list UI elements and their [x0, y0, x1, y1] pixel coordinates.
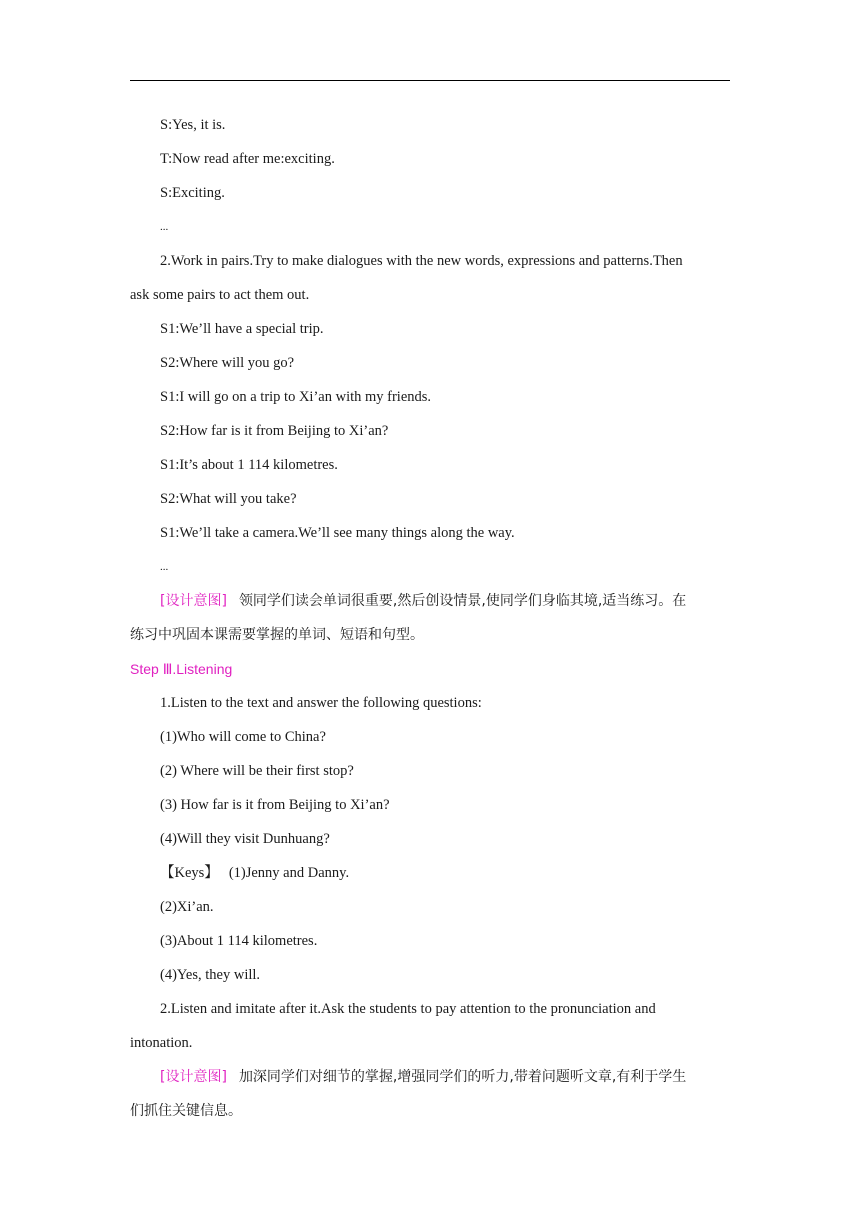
dialogue-line: S2:What will you take?: [160, 491, 297, 507]
design-intent-label: [设计意图]: [160, 1069, 227, 1085]
question: (1)Who will come to China?: [160, 729, 326, 745]
answer: (4)Yes, they will.: [160, 967, 261, 983]
dialogue-line: S1:It’s about 1 114 kilometres.: [160, 457, 338, 473]
ellipsis: ...: [160, 221, 169, 233]
design-intent-text: 领同学们读会单词很重要,然后创设情景,使同学们身临其境,适当练习。在: [238, 593, 687, 609]
ellipsis: ...: [160, 561, 169, 573]
keys-line: [130, 856, 730, 890]
dialogue-line: S2:Where will you go?: [160, 355, 295, 371]
dialogue-line: S1:We’ll take a camera.We’ll see many things along the way.: [160, 525, 515, 541]
design-intent-2: [130, 1060, 730, 1094]
answer: (2)Xi’an.: [160, 899, 214, 915]
answer: (3)About 1 114 kilometres.: [160, 933, 318, 949]
dialogue-line: S:Exciting.: [160, 185, 225, 201]
dialogue-line: S1:I will go on a trip to Xi’an with my friends.: [160, 389, 432, 405]
header-rule: [130, 80, 730, 81]
question: (2) Where will be their first stop?: [160, 763, 354, 779]
listening-task-cont: intonation.: [130, 1035, 193, 1051]
dialogue-line: S2:How far is it from Beijing to Xi’an?: [160, 423, 389, 439]
question: (3) How far is it from Beijing to Xi’an?: [160, 797, 390, 813]
pair-work-instruction: 2.Work in pairs.Try to make dialogues with the new words, expressions and patterns.Then: [160, 253, 683, 269]
dialogue-line: S1:We’ll have a special trip.: [160, 321, 324, 337]
design-intent-label: [设计意图]: [160, 593, 227, 609]
step-heading: Step Ⅲ.Listening: [130, 661, 233, 677]
design-intent-2-cont: 们抓住关键信息。: [130, 1103, 242, 1119]
dialogue-line: S:Yes, it is.: [160, 117, 226, 133]
pair-work-instruction-cont: ask some pairs to act them out.: [130, 287, 310, 303]
design-intent-1: [130, 584, 730, 618]
question: (4)Will they visit Dunhuang?: [160, 831, 330, 847]
listening-task: 2.Listen and imitate after it.Ask the students to pay attention to the pronunciation and: [160, 1001, 656, 1017]
document-body: [130, 108, 730, 1128]
design-intent-text: 加深同学们对细节的掌握,增强同学们的听力,带着问题听文章,有利于学生: [238, 1069, 687, 1085]
keys-label: 【Keys】: [160, 865, 219, 881]
dialogue-line: T:Now read after me:exciting.: [160, 151, 335, 167]
answer: (1)Jenny and Danny.: [228, 865, 350, 881]
listening-task: 1.Listen to the text and answer the following questions:: [160, 695, 482, 711]
design-intent-1-cont: 练习中巩固本课需要掌握的单词、短语和句型。: [130, 627, 424, 643]
